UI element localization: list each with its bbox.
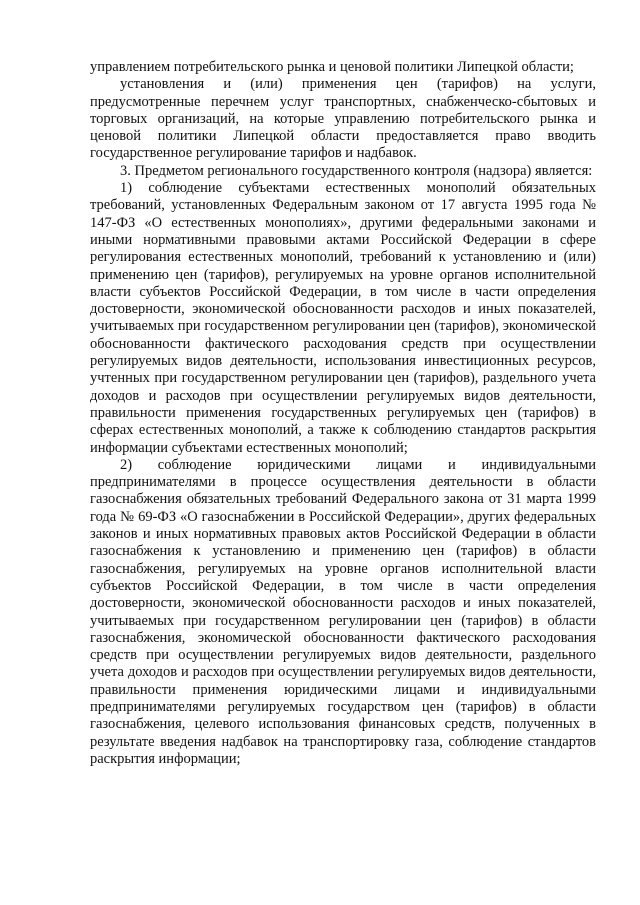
paragraph-item-2: 2) соблюдение юридическими лицами и индивидуальными предпринимателями в процессе осуществления деятельности в области газоснабжения обязательных требований Федерального закона от 31 марта 1999 года № 69-ФЗ «О газоснабжении в Российской Федерации», других федеральных законов и иных нормативных правовых актов Российской Федерации в области газоснабжения к установлению и применению цен (тарифов) в области газоснабжения, регулируемых на уровне органов исполнительной власти субъектов Российской Федерации, в том числе в части определения достоверности, экономической обоснованности расходов и иных показателей, учитываемых при государственном регулировании цен (тарифов) в области газоснабжения, экономической обоснованности фактического расходования средств при осуществлении регулируемых видов деятельности, раздельного учета доходов и расходов при осуществлении регулируемых видов деятельности, правильности применения юридическими лицами и индивидуальными предпринимателями регулируемых государством цен (тарифов) в области газоснабжения, целевого использования финансовых средств, полученных в результате введения надбавок на транспортировку газа, соблюдение стандартов раскрытия информации;	[90, 456, 596, 767]
document-page	[90, 59, 596, 768]
paragraph-continuation: управлением потребительского рынка и ценовой политики Липецкой области;	[90, 59, 574, 75]
paragraph-control-subject: 3. Предметом регионального государственного контроля (надзора) является:	[120, 162, 593, 179]
paragraph-item-1: 1) соблюдение субъектами естественных монополий обязательных требований, установленных Федеральным законом от 17 августа 1995 года № 147-ФЗ «О естественных монополиях», другими федеральными законами и иными нормативными правовыми актами Российской Федерации в сфере регулирования естественных монополий, требований к установлению и (или) применению цен (тарифов), регулируемых на уровне органов исполнительной власти субъектов Российской Федерации, в том числе в части определения достоверности, экономической обоснованности расходов и иных показателей, учитываемых при государственном регулировании цен (тарифов), экономической обоснованности фактического расходования средств при осуществлении регулируемых видов деятельности, использования инвестиционных ресурсов, учтенных при государственном регулировании цен (тарифов), раздельного учета доходов и расходов при осуществлении регулируемых видов деятельности, правильности применения государственных регулируемых цен (тарифов) в сферах естественных монополий, а также к соблюдению стандартов раскрытия информации субъектами естественных монополий;	[90, 180, 596, 456]
paragraph-tariff-setting: установления и (или) применения цен (тарифов) на услуги, предусмотренные перечнем услуг транспортных, снабженческо-сбытовых и торговых организаций, на которые управлению потребительского рынка и ценовой политики Липецкой области предоставляется право вводить государственное регулирование тарифов и надбавок.	[90, 76, 596, 162]
